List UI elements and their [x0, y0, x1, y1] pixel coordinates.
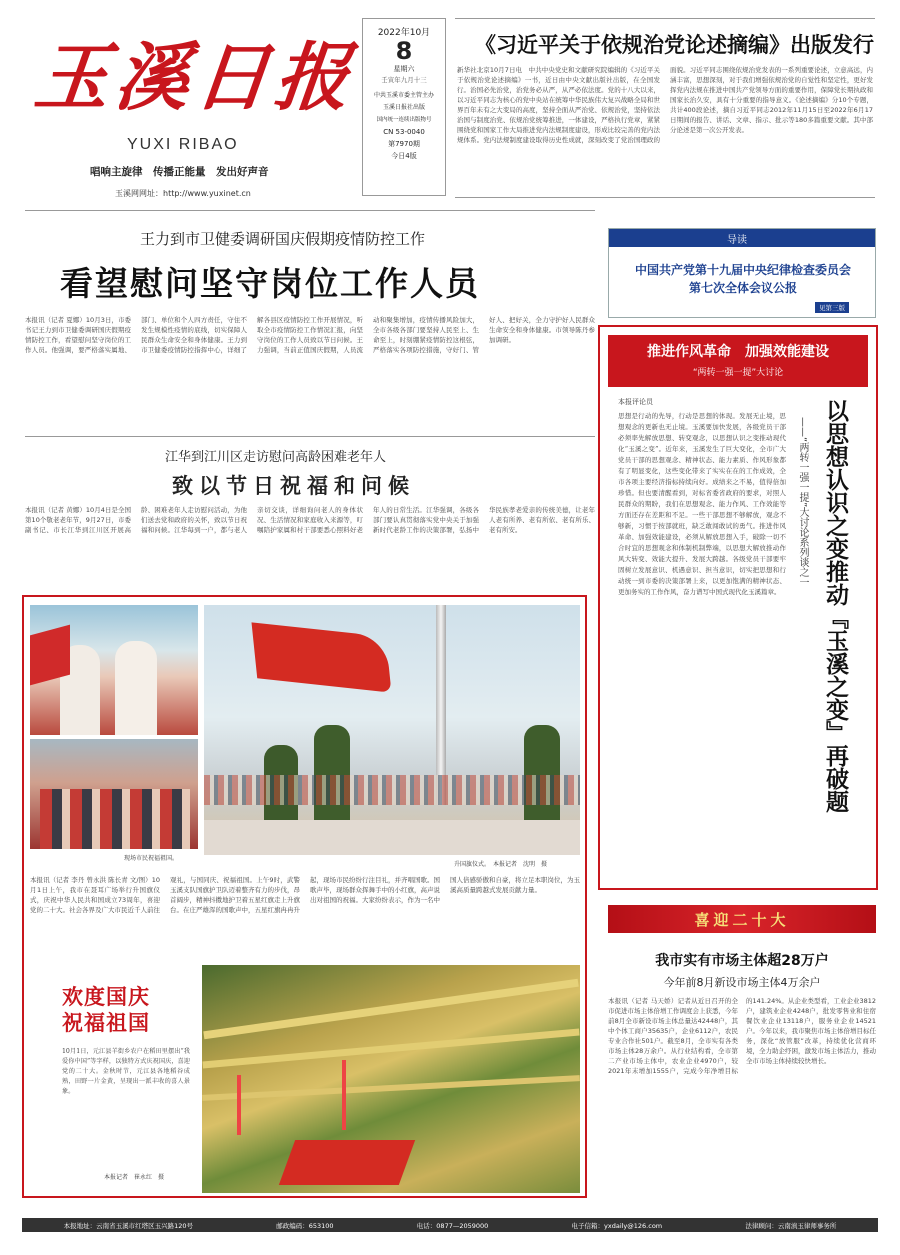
celebration-photo-top [30, 605, 198, 735]
issue-cn: CN 53-0040 [383, 128, 425, 136]
footer-legal: 法律顾问：云南滇玉律师事务所 [745, 1221, 837, 1230]
guide-box [608, 228, 876, 318]
divider [25, 436, 595, 437]
guide-label: 导读 [727, 235, 747, 246]
divider [25, 210, 595, 211]
photo-feature-title-line2[interactable]: 祝福祖国 [62, 1011, 150, 1035]
lead-body: 本报讯（记者 夏娜）10月3日，市委书记王力到市卫健委调研国庆假期疫情防控工作，看望慰问坚守岗位的工作人员。他强调，要严格落实属地、部门、单位和个人四方责任，守住不发生规模性疫情的底线，切实保障人民群众生命安全和身体健康。王力到市卫健委疫情防控指挥中心，详细了解各县区疫情防控工作开展情况，听取全市疫情防控工作情况汇报，向坚守岗位的工作人员致以节日问候。王力强调，当前正值国庆假期，人员流动和聚集增加，疫情传播风险加大，全市各级各部门要坚持人民至上、生命至上，时刻绷紧疫情防控这根弦，严格落实各项防控措施，守好门、管好人、把好关，全力守护好人民群众生命安全和身体健康。市领导陈丹参加调研。 [25, 316, 595, 354]
market-headline[interactable]: 我市实有市场主体超28万户 [655, 953, 829, 969]
guide-headline-line1[interactable]: 中国共产党第十九届中央纪律检查委员会 [634, 263, 851, 277]
footer-email[interactable]: 电子信箱：yxdaily@126.com [571, 1221, 663, 1230]
top-story [455, 18, 875, 198]
top-story-headline[interactable]: 《习近平关于依规治党论述摘编》出版发行 [475, 32, 874, 57]
lead-headline[interactable]: 看望慰问坚守岗位工作人员 [60, 264, 480, 303]
caption-bottom: 本报记者 崔永红 摄 [104, 1174, 165, 1181]
commentary-banner-sub: “两转一强一提”大讨论 [692, 368, 784, 378]
flag-raising-photo [204, 605, 580, 855]
footer-content [22, 1218, 878, 1232]
issue-lunar: 壬寅年九月十三 [381, 76, 427, 84]
market-subhead: 今年前8月新设市场主体4万余户 [663, 976, 821, 989]
photo-feature-inset-text: 10月1日，元江县羊街乡农户在稻田里摆出“我爱你中国”等字样，以独特方式庆祝国庆，喜迎党的二十大。金秋时节，元江县各地稻谷成熟，田野一片金黄，呈现出一派丰收的喜人景象。 [62, 1048, 190, 1095]
masthead [30, 20, 360, 200]
masthead-title: 玉溪日报 [30, 35, 360, 121]
caption-left: 现场市民祝福祖国。 [124, 855, 179, 862]
photo-feature-box [22, 595, 587, 1198]
guide-headline-line2[interactable]: 第七次全体会议公报 [688, 281, 797, 295]
issue-publisher1: 中共玉溪市委主管主办 [373, 92, 434, 99]
issue-day: 8 [395, 37, 413, 65]
commentary-box [598, 325, 878, 890]
second-kicker: 江华到江川区走访慰问高龄困难老年人 [165, 450, 387, 465]
commentary-body: 思想是行动的先导，行动是思想的体现。发展无止境，思想观念的更新也无止境。玉溪要加快发展，各级党员干部必须率先解放思想、转变观念，以思想认识之变推动现代化“玉溪之变”。近年来，玉溪发生了巨大变化，全市广大党员干部的思想观念、精神状态、能力素质、作风形象都有了明显变化，这些变化带来了实实在在的工作成效，全市各项主要经济指标持续向好。成绩来之不易，值得倍加珍惜。但也要清醒看到，对标省委省政府的要求，对照人民群众的期盼，我们在思想观念、能力作风、工作效能等方面还存在差距和不足。一些干部思想不够解放，观念不够新，习惯于按部就班，缺乏敢闯敢试的勇气。推进作风革命、加强效能建设，必须从解放思想入手，破除一切不合时宜的思想观念和体制机制弊端，以思想大解放推动作风大转变、效能大提升、发展大跨越。各级党员干部要牢固树立发展意识、机遇意识、担当意识，切实把思想和行动统一到市委的决策部署上来，以更加饱满的精神状态、更加务实的工作作风，奋力谱写中国式现代化玉溪篇章。 [618, 412, 786, 596]
celebration-photo-bottom [30, 739, 198, 849]
issue-code-label: 国内统一连续出版物号 [376, 117, 432, 123]
second-body: 本报讯（记者 黄娜）10月4日是全国第10个敬老老年节，9月27日，市委副书记、市长江华到江川区开展高龄、困难老年人走访慰问活动，为他们送去党和政府的关怀，致以节日祝福和问候。江华每到一户，都与老人亲切交谈，详细询问老人的身体状况、生活情况和家庭收入来源等，叮嘱陪护家属和村干部要悉心照料好老年人的日常生活。江华强调，各级各部门要认真贯彻落实党中央关于加强新时代老龄工作的决策部署，弘扬中华民族孝老爱亲的传统美德，让老年人老有所养、老有所依、老有所乐、老有所安。 [25, 506, 595, 534]
footer-phone: 电话：0877—2059000 [416, 1221, 489, 1230]
issue-year-month: 2022年10月 [377, 28, 431, 38]
issue-weekday: 星期六 [393, 65, 415, 73]
commentary-title-vertical[interactable]: 以思想认识之变推动『玉溪之变』再破题 [822, 399, 848, 813]
commentary-banner-title[interactable]: 推进作风革命 加强效能建设 [647, 344, 829, 360]
photo-feature-title-line1[interactable]: 欢度国庆 [62, 985, 150, 1009]
masthead-pinyin: YUXI RIBAO [127, 136, 239, 153]
photo-feature-body: 本报讯（记者 李丹 曾永洪 陈长青 文/图）10月1日上午，我市在聂耳广场举行升国旗仪式，庆祝中华人民共和国成立73周年，喜迎党的二十大。社会各界及广大市民近千人前往观礼，与国同庆、祝福祖国。上午9时，武警玉溪支队国旗护卫队迈着整齐有力的步伐，昂首阔步，精神抖擞地护卫着五星红旗走上升旗台。在庄严雄浑的国歌声中，五星红旗冉冉升起，现场市民纷纷行注目礼，并齐唱国歌。国歌声毕，现场群众挥舞手中的小红旗，高声说出对祖国的祝福。大家纷纷表示，作为一名中国人倍感骄傲和自豪，将立足本职岗位，为玉溪高质量跨越式发展贡献力量。 [30, 876, 580, 914]
footer-address: 本报地址：云南省玉溪市红塔区玉兴路120号 [63, 1221, 194, 1230]
second-headline[interactable]: 致以节日祝福和问候 [172, 474, 415, 498]
caption-right: 升国旗仪式。 本报记者 沈明 摄 [454, 861, 548, 868]
issue-pages: 今日4版 [391, 152, 417, 160]
rice-field-photo [202, 965, 580, 1193]
lead-kicker: 王力到市卫健委调研国庆假期疫情防控工作 [140, 230, 426, 248]
masthead-website[interactable]: 玉溪网网址：http://www.yuxinet.cn [115, 189, 251, 198]
top-story-body: 新华社北京10月7日电 中共中央党史和文献研究院编辑的《习近平关于依规治党论述摘编》一书，近日由中央文献出版社出版，在全国发行。治国必先治党，治党务必从严，从严必依法度。党的十八大以来，以习近平同志为核心的党中央站在统筹中华民族伟大复兴战略全局和世界百年未有之大变局的高度，坚持全面从严治党、依规治党，坚持依法治国与制度治党、依规治党统筹推进，一体建设，严格执行党章，紧紧围绕党和国家工作大局推进党内法规制度建设，形成比较完善的党内法规体系。党内法规制度建设取得历史性成就，深刻改变了党治国理政的面貌。习近平同志围绕依规治党发表的一系列重要论述，立意高远，内涵丰富，思想深刻，对于我们增强依规治党的自觉性和坚定性，更好发挥党内法规在推进中国共产党领导方面的重要作用，保障党长期执政和国家长治久安，具有十分重要的指导意义。《论述摘编》分10个专题，共计400段论述，摘自习近平同志2012年11月15日至2022年6月17日期间的报告、讲话、文章、指示、批示等180多篇重要文献。其中部分论述是第一次公开发表。 [457, 66, 873, 144]
issue-number: 第7970期 [388, 140, 420, 148]
commentary-sub-vertical: ——“两转一强一提”大讨论系列谈之一 [797, 417, 808, 588]
issue-publisher2: 玉溪日报社出版 [382, 104, 425, 111]
market-body: 本报讯（记者 马天娇）记者从近日召开的全市促进市场主体倍增工作调度会上获悉，今年前8月全市新设市场主体总量达42448户，其中个体工商户35635户，企业6112户，农民专业合作社501户。截至8月，全市实有各类市场主体28万余户。从行业结构看，全市第二产业市场主体中，农业企业4970户，较2021年末增加1555户，完成今年净增目标的141.24%。从企业类型看，工业企业3812户，建筑业企业4248户，批发零售业和住宿餐饮业企业13118户，服务业企业14521户。今年以来，我市聚焦市场主体倍增目标任务，深化“放管服”改革，持续优化营商环境，全力助企纾困，激发市场主体活力，推动全市市场主体持续较快增长。 [608, 997, 876, 1075]
issue-box [362, 18, 446, 196]
market-banner-text: 喜迎二十大 [694, 911, 790, 929]
footer-postcode: 邮政编码：653100 [276, 1221, 334, 1230]
guide-see-page[interactable]: 见第三版 [815, 302, 849, 313]
masthead-slogan: 唱响主旋律 传播正能量 发出好声音 [90, 166, 269, 178]
commentary-byline: 本报评论员 [618, 398, 653, 406]
